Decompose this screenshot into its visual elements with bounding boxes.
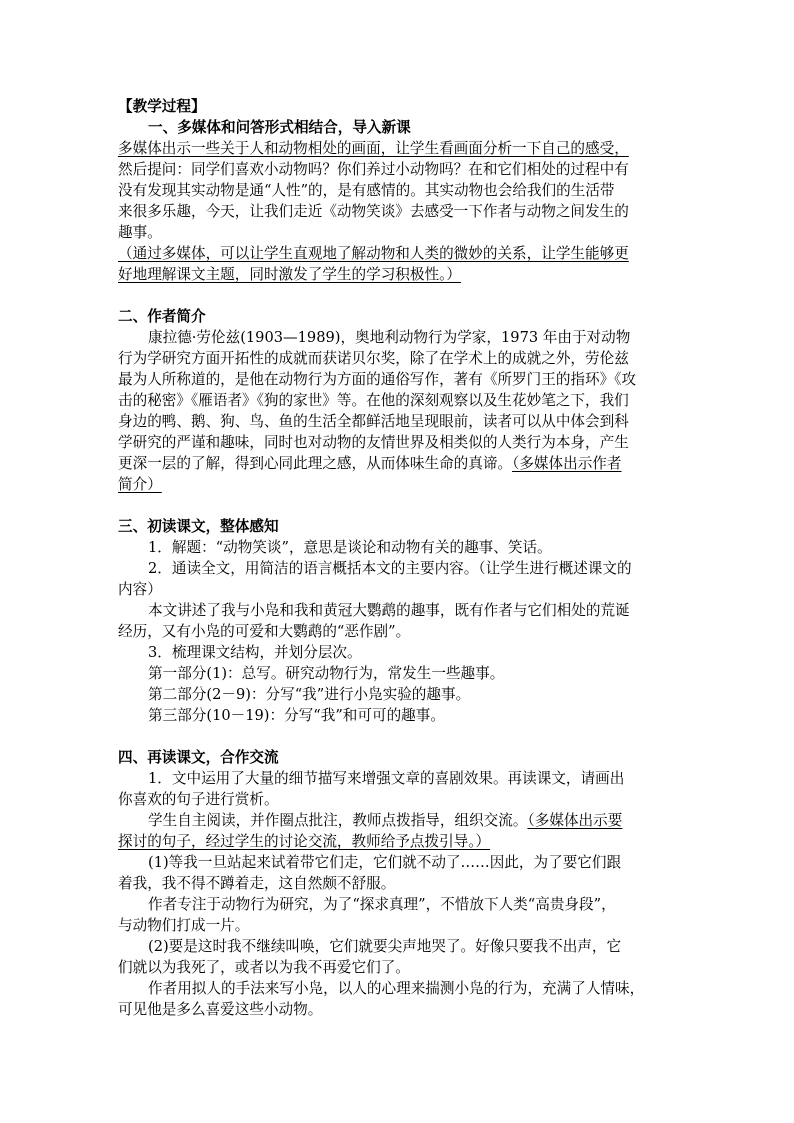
s3-item: 2．通读全文，用简洁的语言概括本文的主要内容。（让学生进行概述课文的: [148, 560, 632, 577]
quote-line: 们就以为我死了，或者以为我不再爱它们了。: [118, 959, 410, 976]
author-line-text: 更深一层的了解，得到心同此理之感，从而体味生命的真谛。: [118, 455, 513, 472]
s3-item: 内容）: [118, 581, 162, 598]
process-title: 【教学过程】: [118, 98, 206, 115]
intro-para-line: 来很多乐趣，今天，让我们走近《动物笑谈》去感受一下作者与动物之间发生的: [118, 203, 629, 220]
s4-item: 1．文中运用了大量的细节描写来增强文章的喜剧效果。再读课文，请画出: [148, 770, 625, 787]
section1-heading: 一、多媒体和问答形式相结合，导入新课: [148, 119, 411, 136]
s3-part: 第一部分(1)：总写。研究动物行为，常发生一些趣事。: [148, 665, 505, 682]
intro-para-line: 没有发现其实动物是通“人性”的，是有感情的。其实动物也会给我们的生活带: [118, 182, 615, 199]
s3-item: 1．解题：“动物笑谈”，意思是谈论和动物有关的趣事、笑话。: [148, 539, 552, 556]
quote-line: (1)等我一旦站起来试着带它们走，它们就不动了……因此，为了要它们跟: [148, 854, 622, 871]
section3-heading: 三、初读课文，整体感知: [118, 518, 279, 535]
s3-item: 3．梳理课文结构，并划分层次。: [148, 644, 362, 661]
intro-note-line: 好地理解课文主题，同时激发了学生的学习积极性。）: [118, 266, 461, 283]
author-note: （多媒体出示作者: [512, 455, 622, 472]
s4-note: （多媒体出示要: [527, 812, 623, 829]
s4-note-end: 探讨的句子，经过学生的讨论交流，教师给予点拨引导。）: [118, 833, 491, 850]
author-line: 康拉德·劳伦兹(1903—1989)，奥地利动物行为学家，1973 年由于对动物: [148, 329, 631, 346]
author-line: 击的秘密》《雁语者》《狗的家世》等。在他的深刻观察以及生花妙笔之下，我们: [118, 392, 629, 409]
quote-line: (2)要是这时我不继续叫唤，它们就要尖声地哭了。好像只要我不出声，它: [148, 938, 622, 955]
intro-para-line: 多媒体出示一些关于人和动物相处的画面，让学生看画面分析一下自己的感受，: [118, 140, 629, 157]
author-line: 最为人所称道的，是他在动物行为方面的通俗写作，著有《所罗门王的指环》《攻: [118, 371, 637, 388]
s3-part: 第三部分(10－19)：分写“我”和可可的趣事。: [148, 707, 445, 724]
s3-part: 第二部分(2－9)：分写“我”进行小凫实验的趣事。: [148, 686, 471, 703]
intro-para-line: 然后提问：同学们喜欢小动物吗？你们养过小动物吗？在和它们相处的过程中有: [118, 161, 629, 178]
s4-item: [118, 810, 678, 831]
s3-item: 本文讲述了我与小凫和我和黄冠大鹦鹉的趣事，既有作者与它们相处的荒诞: [148, 602, 630, 619]
section4-heading: 四、再读课文，合作交流: [118, 749, 279, 766]
analysis-line: 可见他是多么喜爱这些小动物。: [118, 1001, 323, 1018]
analysis-line: 作者用拟人的手法来写小凫，以人的心理来揣测小凫的行为，充满了人情味，: [148, 980, 645, 997]
s4-text: 学生自主阅读，并作圈点批注，教师点拨指导，组织交流。: [148, 812, 528, 829]
intro-para-line: 趣事。: [118, 224, 162, 241]
analysis-line: 作者专注于动物行为研究，为了“探求真理”，不惜放下人类“高贵身段”，: [148, 896, 616, 913]
author-line: 行为学研究方面开拓性的成就而获诺贝尔奖，除了在学术上的成就之外，劳伦兹: [118, 350, 629, 367]
quote-line: 着我，我不得不蹲着走，这自然颇不舒服。: [118, 875, 396, 892]
section2-heading: 二、作者简介: [118, 308, 206, 325]
s3-item: 经历，又有小凫的可爱和大鹦鹉的“恶作剧”。: [118, 623, 411, 640]
author-note-end: 简介）: [118, 476, 162, 493]
intro-note-line: （通过多媒体，可以让学生直观地了解动物和人类的微妙的关系，让学生能够更: [118, 245, 629, 262]
author-line: 身边的鸭、鹅、狗、鸟、鱼的生活全都鲜活地呈现眼前，读者可以从中体会到科: [118, 413, 629, 430]
s4-item: 你喜欢的句子进行赏析。: [118, 791, 279, 808]
lesson-document: [118, 96, 678, 1020]
author-line-last: [118, 453, 678, 474]
analysis-line: 与动物们打成一片。: [118, 917, 250, 934]
author-line: 学研究的严谨和趣味，同时也对动物的友情世界及相类似的人类行为本身，产生: [118, 434, 629, 451]
